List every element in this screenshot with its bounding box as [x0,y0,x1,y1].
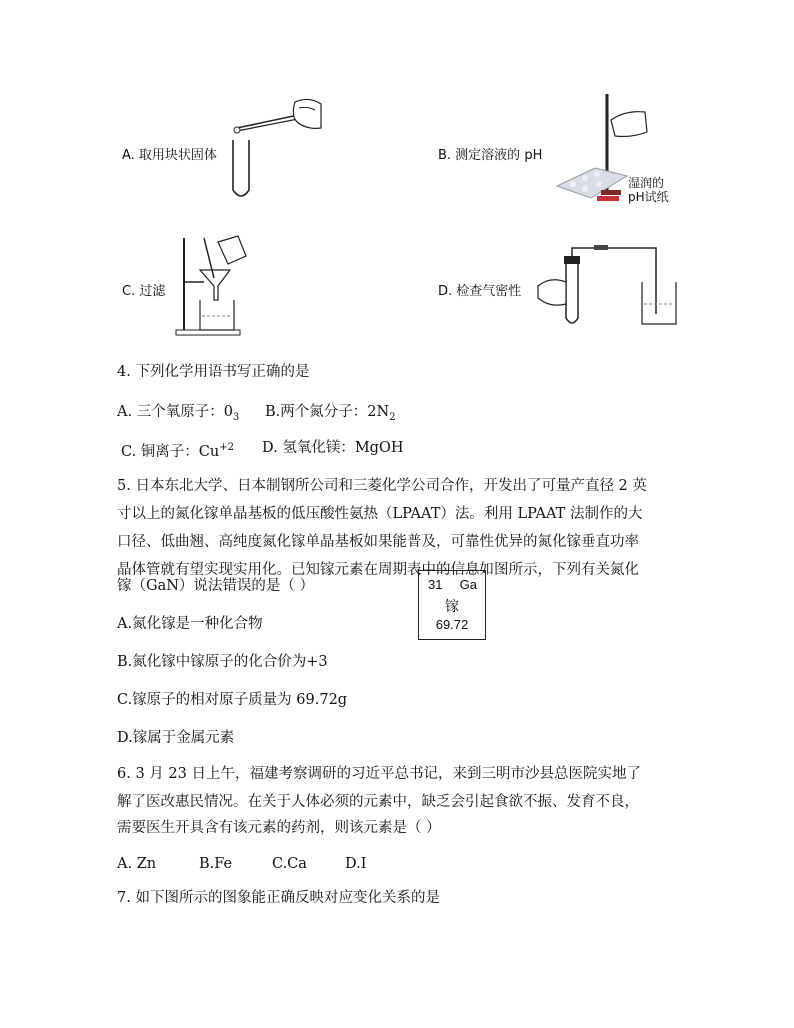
q5-option-a: A.氮化镓是一种化合物 [117,616,263,632]
q5-line-4: 晶体管就有望实现实用化。已知镓元素在周期表中的信息如图所示，下列有关氮化 [117,562,639,578]
q6-option-b: B.Fe [199,856,233,872]
element-name: 镓 [445,598,459,614]
q6-line-2: 解了医改惠民情况。在关于人体必须的元素中，缺乏会引起食欲不振、发育不良， [117,794,639,810]
element-atomic-number: 31 [428,577,443,592]
figure-a-label: A. 取用块状固体 [122,148,217,163]
q4-option-a: A. 三个氧原子：$0_3$ [117,404,240,423]
q6-option-d: D.I [345,856,367,872]
q5-option-c: C.镓原子的相对原子质量为 69.72g [117,692,348,708]
ph-paper-tag [628,176,669,204]
figure-c-label: C. 过滤 [122,284,166,299]
q5-line-5: 镓（GaN）说法错误的是（ ） [117,578,315,594]
q4-option-b: B.两个氮分子：$2N_2$ [265,404,396,423]
q6-option-c: C.Ca [272,856,307,872]
element-card-gallium [418,570,486,640]
element-atomic-mass: 69.72 [435,617,469,632]
q7-stem: 7. 如下图所示的图象能正确反映对应变化关系的是 [117,890,440,906]
q5-option-b: B.氮化镓中镓原子的化合价为+3 [117,654,328,670]
q4-stem: 4. 下列化学用语书写正确的是 [117,364,310,380]
figure-b-label: B. 测定溶液的 pH [438,148,543,163]
q6-line-1: 6. 3 月 23 日上午，福建考察调研的习近平总书记，来到三明市沙县总医院实地了 [117,766,641,782]
q4-option-d: D. 氢氧化镁：MgOH [262,440,404,456]
ph-paper-tag-line1: 湿润的 [628,176,665,190]
q5-line-3: 口径、低曲翘、高纯度氮化镓单晶基板如果能普及，可靠性优异的氮化镓垂直功率 [117,534,639,550]
q4-option-c: C. 铜离子：$Cu^{+2}$ [121,442,234,460]
airtightness-illustration [536,242,686,328]
figure-d-label: D. 检查气密性 [438,284,522,299]
element-symbol: Ga [459,577,477,592]
q5-line-1: 5. 日本东北大学、日本制钢所公司和三菱化学公司合作，开发出了可量产直径 2 英 [117,478,647,494]
ph-paper-tag-line2: pH试纸 [628,190,669,204]
q5-option-d: D.镓属于金属元素 [117,730,235,746]
q6-option-a: A. Zn [117,856,157,872]
q5-line-2: 寸以上的氮化镓单晶基板的低压酸性氨热（LPAAT）法。利用 LPAAT 法制作的大 [117,506,643,522]
test-tube-tweezers-illustration [225,98,325,200]
q6-line-3: 需要医生开具含有该元素的药剂，则该元素是（ ） [117,820,441,836]
filtration-illustration [174,234,254,338]
